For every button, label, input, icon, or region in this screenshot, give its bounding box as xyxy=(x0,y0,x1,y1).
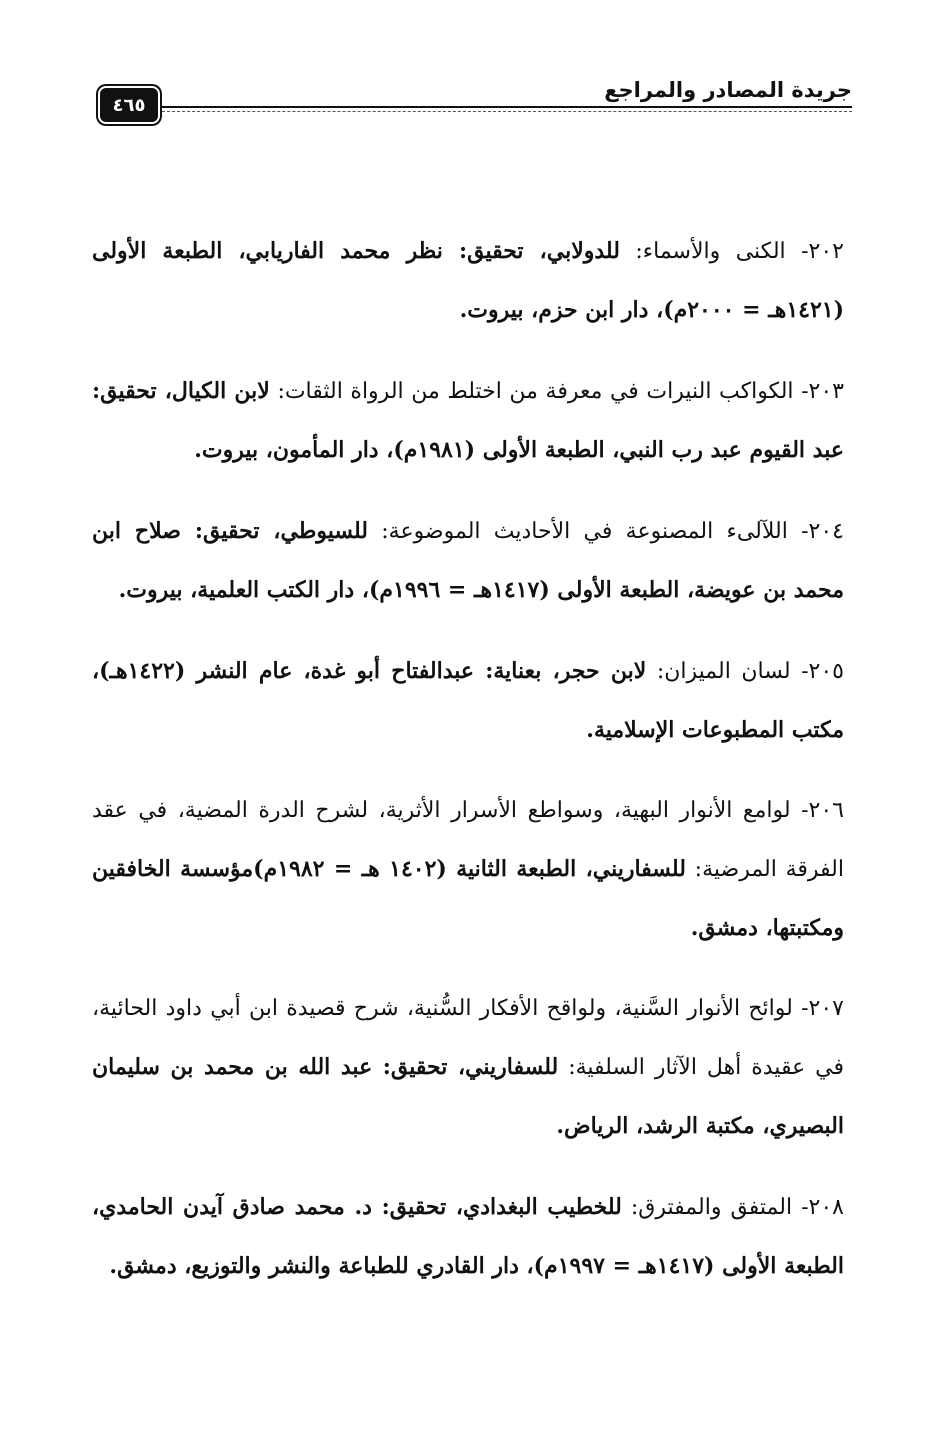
entry-title: لوامع الأنوار البهية، وسواطع الأسرار الأثرية، لشرح الدرة المضية، في عقد الفرقة المرضية: xyxy=(92,798,845,882)
entry-number: ٢٠٦ xyxy=(808,798,844,823)
bibliography-entry: ٢٠٨- المتفق والمفترق: للخطيب البغدادي، تحقيق: د. محمد صادق آيدن الحامدي، الطبعة الأولى (١٤١٧هـ = ١٩٩٧م)، دار القادري للطباعة والنشر والتوزيع، دمشق. xyxy=(92,1194,844,1279)
entry-details: للسفاريني، الطبعة الثانية (١٤٠٢ هـ = ١٩٨٢م)مؤسسة الخافقين ومكتبتها، دمشق. xyxy=(92,856,844,941)
running-header-title: جريدة المصادر والمراجع xyxy=(604,78,852,102)
page-number-badge: ٤٦٥ xyxy=(100,88,158,122)
entry-title: لوائح الأنوار السَّنية، ولواقح الأفكار السُّنية، شرح قصيدة ابن أبي داود الحائية، في عقيدة أهل الآثار السلفية: xyxy=(92,996,844,1080)
bibliography-entry: ٢٠٤- اللآلىء المصنوعة في الأحاديث الموضوعة: للسيوطي، تحقيق: صلاح ابن محمد بن عويضة، الطبعة الأولى (١٤١٧هـ = ١٩٩٦م)، دار الكتب العلمية، بيروت. xyxy=(92,518,844,603)
entry-title: الكنى والأسماء: xyxy=(635,239,786,264)
header-rule xyxy=(152,106,852,108)
entry-number: ٢٠٨ xyxy=(808,1195,844,1220)
bibliography-entry: ٢٠٦- لوامع الأنوار البهية، وسواطع الأسرار الأثرية، لشرح الدرة المضية، في عقد الفرقة المرضية: للسفاريني، الطبعة الثانية (١٤٠٢ هـ = ١٩٨٢م)مؤسسة الخافقين ومكتبتها، دمشق. xyxy=(92,798,845,941)
bibliography-entry: ٢٠٣- الكواكب النيرات في معرفة من اختلط من الرواة الثقات: لابن الكيال، تحقيق: عبد القيوم عبد رب النبي، الطبعة الأولى (١٩٨١م)، دار المأمون، بيروت. xyxy=(92,378,844,463)
entry-number: ٢٠٤ xyxy=(808,519,844,544)
entry-number: ٢٠٣ xyxy=(808,379,844,404)
entry-details: للخطيب البغدادي، تحقيق: د. محمد صادق آيدن الحامدي، الطبعة الأولى (١٤١٧هـ = ١٩٩٧م)، دار القادري للطباعة والنشر والتوزيع، دمشق. xyxy=(92,1194,844,1279)
page-header xyxy=(92,76,852,130)
bibliography-entry: ٢٠٥- لسان الميزان: لابن حجر، بعناية: عبدالفتاح أبو غدة، عام النشر (١٤٢٢هـ)، مكتب المطبوعات الإسلامية. xyxy=(92,658,844,743)
entry-number: ٢٠٥ xyxy=(808,659,844,684)
bibliography-entry: ٢٠٧- لوائح الأنوار السَّنية، ولواقح الأفكار السُّنية، شرح قصيدة ابن أبي داود الحائية، في عقيدة أهل الآثار السلفية: للسفاريني، تحقيق: عبد الله بن محمد بن سليمان البصيري، مكتبة الرشد، الرياض. xyxy=(92,996,844,1139)
entry-title: المتفق والمفترق: xyxy=(630,1195,793,1220)
entry-title: الكواكب النيرات في معرفة من اختلط من الرواة الثقات: xyxy=(277,379,794,404)
entry-title: لسان الميزان: xyxy=(656,659,791,684)
bibliography-list xyxy=(92,200,844,1312)
entry-number: ٢٠٢ xyxy=(808,239,844,264)
entry-details: للسيوطي، تحقيق: صلاح ابن محمد بن عويضة، الطبعة الأولى (١٤١٧هـ = ١٩٩٦م)، دار الكتب العلمية، بيروت. xyxy=(92,518,844,603)
bibliography-entry: ٢٠٢- الكنى والأسماء: للدولابي، تحقيق: نظر محمد الفاريابي، الطبعة الأولى (١٤٢١هـ = ٢٠٠٠م)، دار ابن حزم، بيروت. xyxy=(92,238,844,323)
entry-details: لابن حجر، بعناية: عبدالفتاح أبو غدة، عام النشر (١٤٢٢هـ)، مكتب المطبوعات الإسلامية. xyxy=(92,658,844,743)
entry-details: للسفاريني، تحقيق: عبد الله بن محمد بن سليمان البصيري، مكتبة الرشد، الرياض. xyxy=(92,1054,844,1139)
entry-details: لابن الكيال، تحقيق: عبد القيوم عبد رب النبي، الطبعة الأولى (١٩٨١م)، دار المأمون، بيروت. xyxy=(92,378,844,463)
entry-number: ٢٠٧ xyxy=(808,996,844,1021)
entry-title: اللآلىء المصنوعة في الأحاديث الموضوعة: xyxy=(381,519,788,544)
header-rule-dashed xyxy=(152,111,852,112)
entry-details: للدولابي، تحقيق: نظر محمد الفاريابي، الطبعة الأولى (١٤٢١هـ = ٢٠٠٠م)، دار ابن حزم، بيروت. xyxy=(92,238,844,323)
